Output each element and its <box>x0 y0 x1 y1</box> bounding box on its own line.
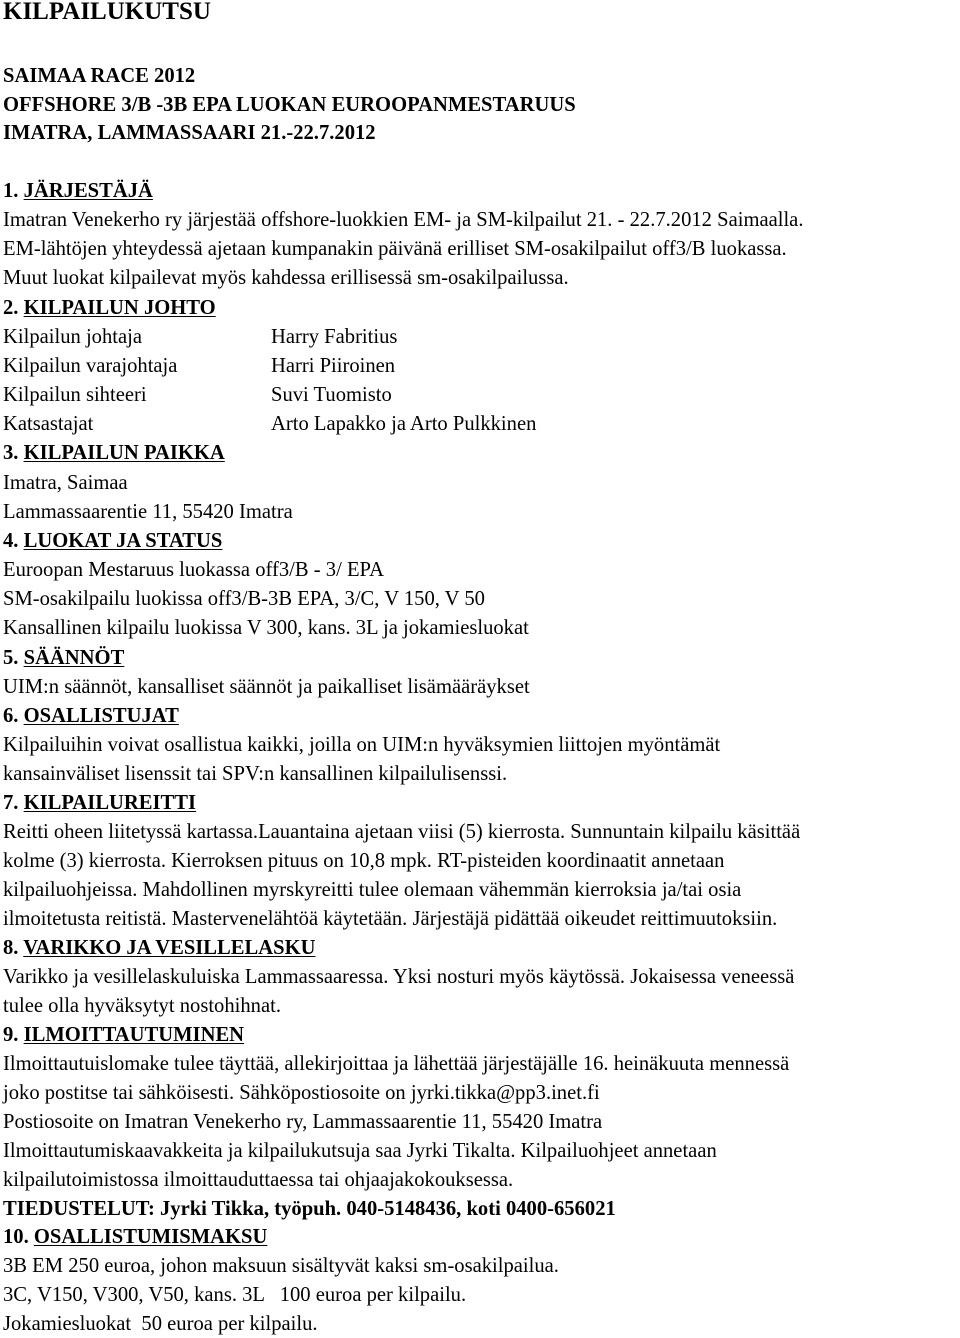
section-heading-rules: 5. SÄÄNNÖT <box>3 647 125 669</box>
route-line-3: kilpailuohjeissa. Mahdollinen myrskyreitti tulee olemaan vähemmän kierroksia ja/tai osia <box>3 879 742 901</box>
inquiries-contact: TIEDUSTELUT: Jyrki Tikka, työpuh. 040-5148436, koti 0400-656021 <box>3 1198 616 1220</box>
management-name: Harri Piiroinen <box>271 355 396 377</box>
management-role: Kilpailun johtaja <box>3 326 142 348</box>
pits-line-2: tulee olla hyväksytyt nostohihnat. <box>3 995 281 1017</box>
management-role: Katsastajat <box>3 413 94 435</box>
section-heading-route: 7. KILPAILUREITTI <box>3 792 197 814</box>
registration-line-1: Ilmoittautuislomake tulee täyttää, allekirjoittaa ja lähettää järjestäjälle 16. heinäkuuta mennessä <box>3 1053 790 1075</box>
classes-line-1: Euroopan Mestaruus luokassa off3/B - 3/ EPA <box>3 559 384 581</box>
section-heading-entry-fee: 10. OSALLISTUMISMAKSU <box>3 1226 268 1248</box>
registration-line-5: kilpailutoimistossa ilmoittauduttaessa tai ohjaajakokouksessa. <box>3 1169 514 1191</box>
registration-line-4: Ilmoittautumiskaavakkeita ja kilpailukutsuja saa Jyrki Tikalta. Kilpailuohjeet annetaan <box>3 1140 717 1162</box>
document-title: KILPAILUKUTSU <box>3 0 211 25</box>
section-heading-pits: 8. VARIKKO JA VESILLELASKU <box>3 937 316 959</box>
entry-fee-line-3: Jokamiesluokat 50 euroa per kilpailu. <box>3 1313 318 1335</box>
rules-line-1: UIM:n säännöt, kansalliset säännöt ja paikalliset lisämääräykset <box>3 676 530 698</box>
pits-line-1: Varikko ja vesillelaskuluiska Lammassaaressa. Yksi nosturi myös käytössä. Jokaisessa veneessä <box>3 966 795 988</box>
section-heading-participants: 6. OSALLISTUJAT <box>3 705 179 727</box>
participants-line-1: Kilpailuihin voivat osallistua kaikki, joilla on UIM:n hyväksymien liittojen myöntämät <box>3 734 721 756</box>
organizer-line-3: Muut luokat kilpailevat myös kahdessa erillisessä sm-osakilpailussa. <box>3 267 569 289</box>
venue-line-2: Lammassaarentie 11, 55420 Imatra <box>3 501 293 523</box>
registration-line-3: Postiosoite on Imatran Venekerho ry, Lammassaarentie 11, 55420 Imatra <box>3 1111 603 1133</box>
management-row <box>3 325 903 349</box>
entry-fee-line-1: 3B EM 250 euroa, johon maksuun sisältyvät kaksi sm-osakilpailua. <box>3 1255 559 1277</box>
organizer-line-2: EM-lähtöjen yhteydessä ajetaan kumpanakin päivänä erilliset SM-osakilpailut off3/B luokassa. <box>3 238 787 260</box>
event-header-line-3: IMATRA, LAMMASSAARI 21.-22.7.2012 <box>3 122 376 144</box>
management-name: Suvi Tuomisto <box>271 384 392 406</box>
participants-line-2: kansainväliset lisenssit tai SPV:n kansallinen kilpailulisenssi. <box>3 763 508 785</box>
route-line-4: ilmoitetusta reitistä. Mastervenelähtöä käytetään. Järjestäjä pidättää oikeudet reittimuutoksiin. <box>3 908 778 930</box>
management-row <box>3 354 903 378</box>
registration-line-2: joko postitse tai sähköisesti. Sähköpostiosoite on jyrki.tikka@pp3.inet.fi <box>3 1082 600 1104</box>
entry-fee-line-2: 3C, V150, V300, V50, kans. 3L 100 euroa per kilpailu. <box>3 1284 467 1306</box>
classes-line-2: SM-osakilpailu luokissa off3/B-3B EPA, 3/C, V 150, V 50 <box>3 588 485 610</box>
event-header-line-1: SAIMAA RACE 2012 <box>3 65 196 87</box>
management-role: Kilpailun varajohtaja <box>3 355 178 377</box>
organizer-line-1: Imatran Venekerho ry järjestää offshore-luokkien EM- ja SM-kilpailut 21. - 22.7.2012 Saimaalla. <box>3 209 804 231</box>
venue-line-1: Imatra, Saimaa <box>3 472 128 494</box>
section-heading-registration: 9. ILMOITTAUTUMINEN <box>3 1024 245 1046</box>
management-name: Arto Lapakko ja Arto Pulkkinen <box>271 413 537 435</box>
section-heading-venue: 3. KILPAILUN PAIKKA <box>3 442 225 464</box>
classes-line-3: Kansallinen kilpailu luokissa V 300, kans. 3L ja jokamiesluokat <box>3 617 529 639</box>
section-heading-organizer: 1. JÄRJESTÄJÄ <box>3 180 153 202</box>
management-row <box>3 412 903 436</box>
management-role: Kilpailun sihteeri <box>3 384 147 406</box>
management-name: Harry Fabritius <box>271 326 398 348</box>
management-row <box>3 383 903 407</box>
route-line-2: kolme (3) kierrosta. Kierroksen pituus on 10,8 mpk. RT-pisteiden koordinaatit annetaan <box>3 850 725 872</box>
event-header-line-2: OFFSHORE 3/B -3B EPA LUOKAN EUROOPANMESTARUUS <box>3 94 576 116</box>
route-line-1: Reitti oheen liitetyssä kartassa.Lauantaina ajetaan viisi (5) kierrosta. Sunnuntain kilpailu käsittää <box>3 821 801 843</box>
section-heading-management: 2. KILPAILUN JOHTO <box>3 297 216 319</box>
section-heading-classes: 4. LUOKAT JA STATUS <box>3 530 223 552</box>
